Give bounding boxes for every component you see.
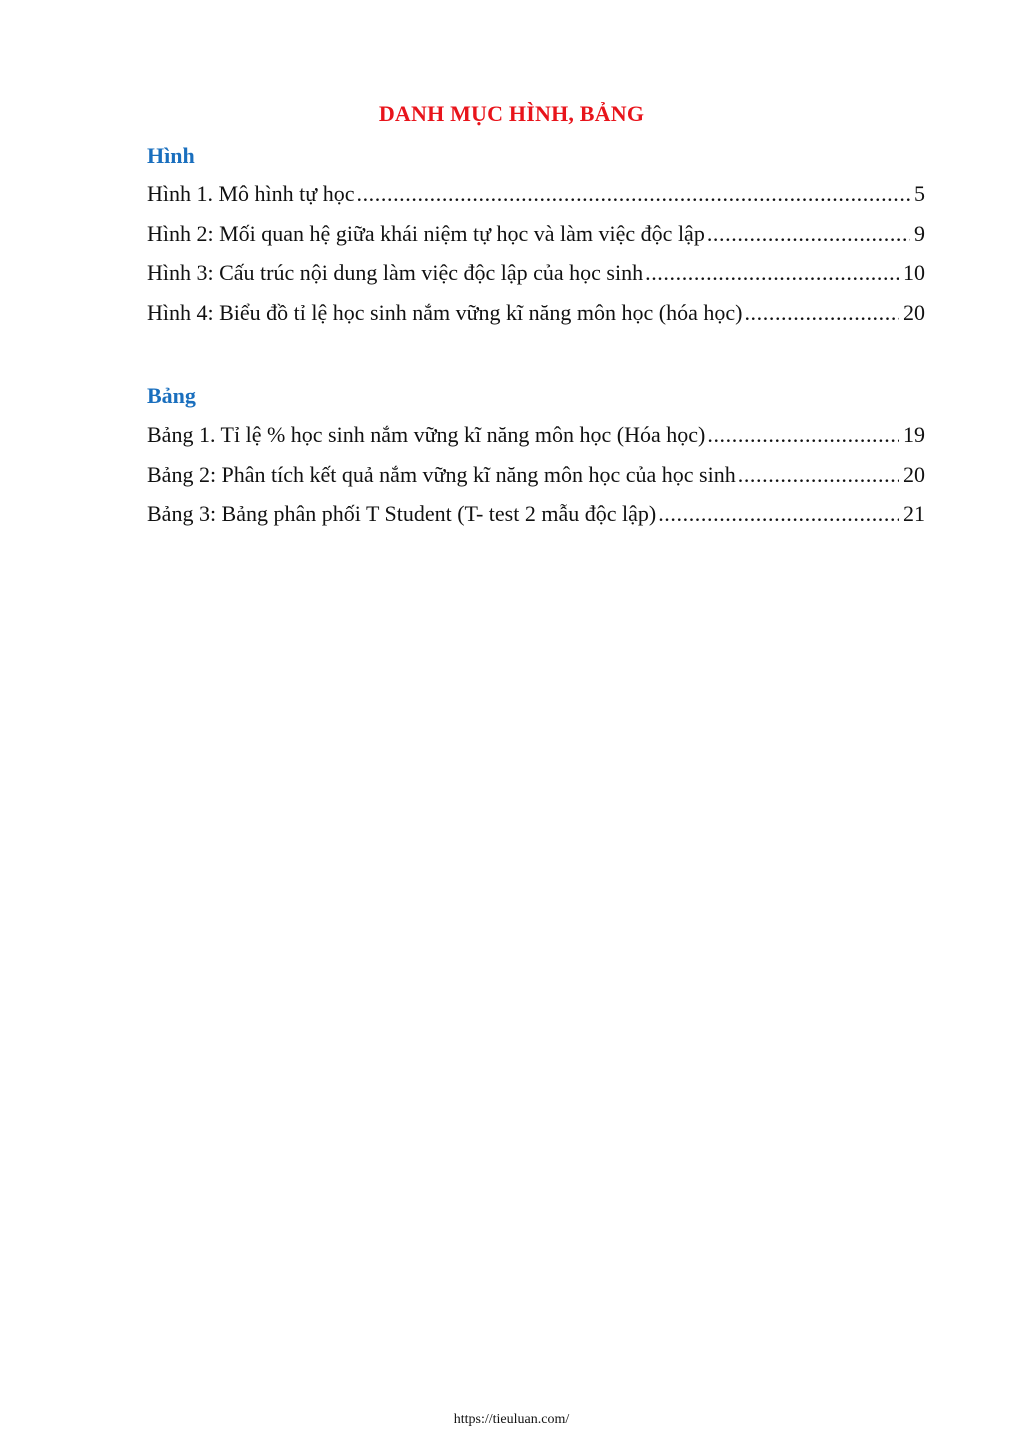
toc-entry-page: 20 xyxy=(903,461,925,487)
toc-entry-label: Bảng 1. Tỉ lệ % học sinh nắm vững kĩ năng môn học (Hóa học) xyxy=(147,422,706,447)
page-title: DANH MỤC HÌNH, BẢNG xyxy=(378,101,645,126)
toc-entry-figure-2[interactable] xyxy=(147,220,925,260)
toc-entry-label: Hình 4: Biểu đồ tỉ lệ học sinh nắm vững kĩ năng môn học (hóa học) xyxy=(147,299,743,325)
dot-leader xyxy=(707,220,910,248)
figures-heading: Hình xyxy=(147,143,195,168)
toc-entry-table-3[interactable] xyxy=(147,500,925,540)
toc-entry-label: Bảng 2: Phân tích kết quả nắm vững kĩ năng môn học của học sinh xyxy=(147,461,736,487)
toc-entry-page: 10 xyxy=(903,260,925,286)
toc-entry-table-1[interactable] xyxy=(147,421,925,461)
tables-heading: Bảng xyxy=(147,383,196,408)
footer-url[interactable]: https://tieuluan.com/ xyxy=(453,1412,570,1427)
toc-entry-page: 5 xyxy=(914,181,925,206)
toc-entry-table-2[interactable] xyxy=(147,461,925,501)
toc-entry-label: Hình 3: Cấu trúc nội dung làm việc độc lập của học sinh xyxy=(147,260,644,286)
toc-entry-label: Hình 2: Mối quan hệ giữa khái niệm tự học và làm việc độc lập xyxy=(147,220,705,246)
toc-entry-page: 9 xyxy=(914,220,925,246)
dot-leader xyxy=(645,259,899,287)
toc-entry-page: 19 xyxy=(903,422,925,447)
figures-list xyxy=(147,180,925,338)
dot-leader xyxy=(744,299,899,327)
toc-entry-figure-3[interactable] xyxy=(147,259,925,299)
toc-entry-page: 21 xyxy=(903,501,925,527)
toc-entry-figure-1[interactable] xyxy=(147,180,925,220)
toc-entry-label: Bảng 3: Bảng phân phối T Student (T- test 2 mẫu độc lập) xyxy=(147,501,657,527)
toc-entry-figure-4[interactable] xyxy=(147,299,925,339)
tables-list xyxy=(147,421,925,540)
toc-entry-page: 20 xyxy=(903,299,925,325)
dot-leader xyxy=(707,421,899,449)
dot-leader xyxy=(738,461,899,489)
dot-leader xyxy=(356,180,910,208)
dot-leader xyxy=(658,500,899,528)
toc-entry-label: Hình 1. Mô hình tự học xyxy=(147,181,355,206)
